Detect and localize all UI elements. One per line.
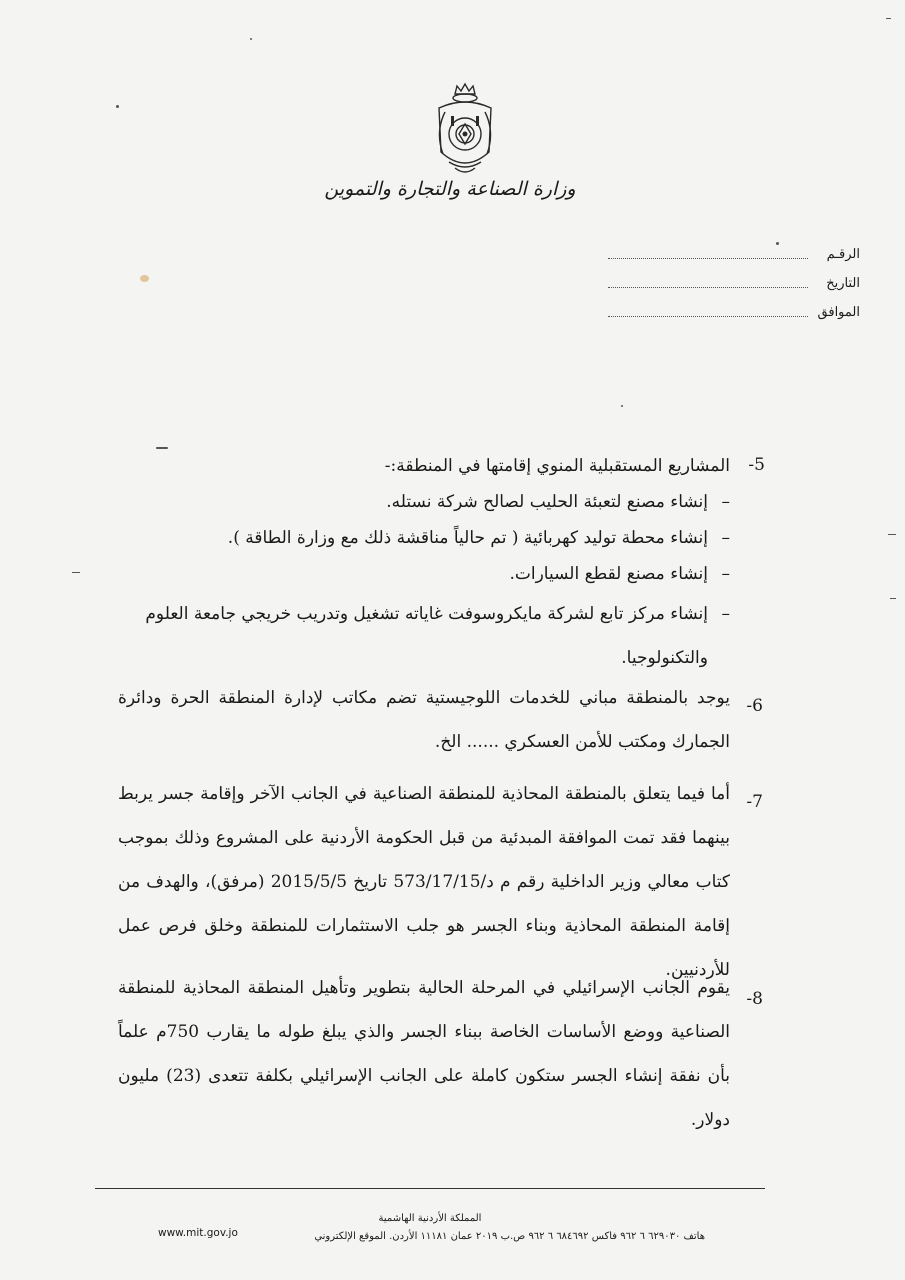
coat-of-arms-emblem — [425, 82, 505, 182]
scan-speck — [890, 598, 896, 599]
item-8-text: يقوم الجانب الإسرائيلي في المرحلة الحالية بتطوير وتأهيل المنطقة المحاذية للمنطقة الصناعية ووضع الأساسات الخاصة ببناء الجسر والذي يبلغ طوله ما يقارب 750م علماً بأن نفقة إنشاء الجسر ستكون كاملة على الجانب الإسرائيلي بكلفة تتعدى (23) مليون دولار. — [118, 978, 730, 1130]
scan-speck — [886, 18, 891, 19]
ref-date-row — [600, 269, 860, 298]
ref-number-label: الرقـم — [826, 247, 860, 262]
reference-block — [600, 240, 860, 327]
ref-date-label: التاريخ — [826, 276, 860, 291]
scan-speck — [888, 534, 896, 535]
item-5-number: 5- — [748, 455, 765, 475]
ref-number-row — [600, 240, 860, 269]
scan-speck — [621, 405, 623, 407]
list-item: – إنشاء مصنع لقطع السيارات. — [130, 556, 730, 592]
footer-website: www.mit.gov.jo — [158, 1227, 238, 1239]
footer-contact: هاتف ٦٢٩٠٣٠ ٦ ٩٦٢ فاكس ٦٨٤٦٩٢ ٦ ٩٦٢ ص.ب ٢٠١٩ عمان ١١١٨١ الأردن. الموقع الإلكتروني — [314, 1231, 705, 1242]
item-5-heading: المشاريع المستقبلية المنوي إقامتها في المنطقة:- — [384, 456, 730, 476]
ref-corresponding-field — [608, 315, 808, 317]
ref-corresponding-row — [600, 298, 860, 327]
ref-date-field — [608, 286, 808, 288]
scan-speck — [72, 572, 80, 573]
footer-divider — [95, 1188, 765, 1189]
list-item: – إنشاء محطة توليد كهربائية ( تم حالياً مناقشة ذلك مع وزارة الطاقة ). — [130, 520, 730, 556]
list-item: – إنشاء مركز تابع لشركة مايكروسوفت غاياته تشغيل وتدريب خريجي جامعة العلوم والتكنولوجيا. — [130, 592, 730, 680]
footer-country: المملكة الأردنية الهاشمية — [378, 1213, 482, 1224]
item-7-text: أما فيما يتعلق بالمنطقة المحاذية للمنطقة الصناعية في الجانب الآخر وإقامة جسر يربط بينهما فقد تمت الموافقة المبدئية من قبل الحكومة الأردنية على المشروع وذلك بموجب كتاب معالي وزير الداخلية رقم م د/573/17/15 تاريخ 2015/5/5 (مرفق)، والهدف من إقامة المنطقة المحاذية وبناء الجسر هو جلب الاستثمارات للمنطقة وخلق فرص عمل للأردنيين. — [118, 784, 730, 980]
scan-speck — [250, 38, 252, 40]
scan-speck — [776, 242, 779, 245]
item-6-number: 6- — [746, 696, 763, 716]
list-item: – إنشاء مصنع لتعبئة الحليب لصالح شركة نستله. — [130, 484, 730, 520]
item-8-number: 8- — [746, 989, 763, 1009]
scan-speck — [140, 275, 149, 282]
scan-speck — [156, 447, 168, 449]
ref-number-field — [608, 257, 808, 259]
item-5-bullet-list — [130, 484, 730, 680]
ref-corresponding-label: الموافق — [817, 305, 860, 320]
item-7-number: 7- — [746, 792, 763, 812]
item-6-text: يوجد بالمنطقة مباني للخدمات اللوجيستية تضم مكاتب لإدارة المنطقة الحرة ودائرة الجمارك ومكتب للأمن العسكري ...... الخ. — [118, 688, 730, 752]
ministry-name: وزارة الصناعة والتجارة والتموين — [324, 178, 576, 200]
scan-speck — [116, 105, 119, 108]
